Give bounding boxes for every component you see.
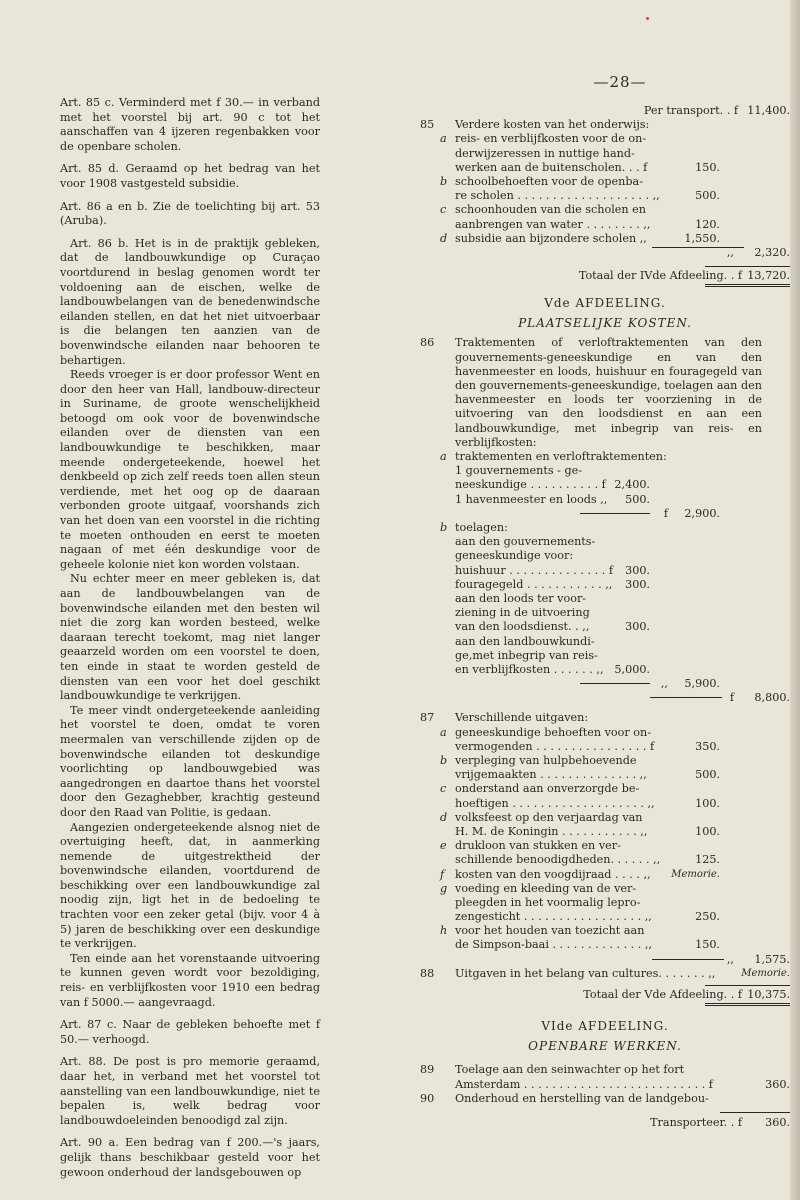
ledger-text: b [440, 174, 448, 188]
ledger-row [420, 189, 790, 203]
ledger-text: 250. [695, 910, 720, 924]
ledger-text: aan den gouvernements- [455, 535, 596, 549]
ledger-text: f [440, 867, 445, 881]
ledger-row [420, 478, 790, 492]
ledger-row [420, 507, 790, 521]
ledger-text: hoeftigen . . . . . . . . . . . . . . . . . . . ,, [455, 796, 655, 810]
ledger-text: h [440, 924, 448, 938]
ledger-text: g [440, 881, 448, 895]
ledger-text: Memorie. [671, 868, 720, 880]
ledger-text: huishuur . . . . . . . . . . . . . . f [455, 563, 613, 577]
sum-rule [652, 959, 724, 960]
ledger-text: 90 [420, 1091, 435, 1105]
ledger-text: Verschillende uitgaven: [455, 711, 589, 725]
ledger-text: Toelage aan den seinwachter op het fort [455, 1063, 685, 1077]
ledger-text: 125. [695, 853, 720, 867]
ledger-text: zengesticht . . . . . . . . . . . . . . . . . ,, [455, 910, 652, 924]
note-paragraph: Ten einde aan het vorenstaande uitvoering te kunnen geven wordt voor bezoldiging, reis- en verblijfkosten voor 1910 een bedrag van f 5000.— aangevraagd. [60, 951, 320, 1009]
ledger-text: 1 gouvernements - ge- [455, 464, 583, 478]
ledger-text: 85 [420, 118, 435, 132]
sum-rule [650, 697, 722, 698]
left-column [60, 96, 320, 1188]
note-art85d: Art. 85 d. Geraamd op het bedrag van het voor 1908 vastgesteld subsidie. [60, 162, 320, 190]
note-art86ab: Art. 86 a en b. Zie de toelichting bij art. 53 (Aruba). [60, 199, 320, 228]
ledger-text: kosten van den voogdijraad . . . . ,, [455, 867, 651, 881]
ledger-row [420, 740, 790, 754]
binding-edge [790, 0, 800, 1200]
transporteer-row [420, 1110, 790, 1128]
ledger-row [420, 938, 790, 952]
ledger-text: Totaal der Vde Afdeeling. . f [583, 988, 742, 1002]
ledger-text: 5,900. [684, 677, 720, 691]
ledger-text: fouragegeld . . . . . . . . . . . ,, [455, 577, 613, 591]
ledger-row [420, 606, 790, 620]
ledger-text: aan den landbouwkundi- [455, 634, 595, 648]
ledger-text: 1,575. [754, 952, 790, 966]
ledger-text: 1 havenmeester en loods ,, [455, 492, 608, 506]
ledger-row [420, 910, 790, 924]
ledger-text: 11,400. [747, 104, 790, 117]
ledger-row [420, 677, 790, 691]
ledger-row [420, 754, 790, 768]
sum-rule [705, 286, 790, 287]
ledger-text: 89 [420, 1063, 435, 1077]
ledger-row [420, 768, 790, 782]
ledger-text: aan den loods ter voor- [455, 591, 587, 605]
ledger-text: schoonhouden van die scholen en [455, 203, 646, 217]
total-afdeeling-5 [420, 983, 790, 1001]
ledger-row [420, 232, 790, 246]
ledger-text: 120. [695, 217, 720, 231]
ledger-row [420, 1078, 790, 1092]
ledger-text: ,, [726, 245, 734, 259]
total-afdeeling-4 [420, 264, 790, 282]
ledger-text: e [440, 839, 447, 853]
ledger-text: 500. [625, 492, 650, 506]
ledger-row [420, 592, 790, 606]
ledger-text: Verdere kosten van het onderwijs: [455, 118, 650, 132]
ledger-text: Traktementen of verloftraktementen van den gouvernements-geneeskundige en van den havenmeester en loods, huishuur en fouragegeld van den gouvernements-geneeskundige, toelagen aan den havenmeester en loods ter voorziening in de uitvoering van den loodsdienst en aan een landbouwkundige, met inbegrip van reis- en verblijfkosten: [455, 336, 762, 449]
ledger-row [420, 535, 790, 549]
ledger-text: 2,400. [614, 478, 650, 492]
ledger-text: f [663, 506, 668, 520]
ledger-text: reis- en verblijfkosten voor de on- [455, 132, 647, 146]
ledger-text: pleegden in het voormalig lepro- [455, 895, 641, 909]
ledger-row [420, 493, 790, 507]
ledger-text: en verblijfkosten . . . . . . ,, [455, 662, 604, 676]
sum-rule [705, 284, 790, 285]
ledger-row [420, 726, 790, 740]
sum-rule [705, 985, 790, 986]
note-art88: Art. 88. De post is pro memorie geraamd, daar het, in verband met het voorstel tot aanstelling van een landbouwkundige, niet te bepalen is, welk bedrag voor landbouwdoeleinden benoodigd zal zijn. [60, 1055, 320, 1127]
ledger-text: a [440, 450, 447, 464]
ledger-row [420, 691, 790, 705]
art85-sum [420, 246, 790, 260]
right-column [420, 104, 790, 1128]
art86-intro [420, 336, 790, 450]
note-paragraph: Aangezien ondergeteekende alsnog niet de overtuiging heeft, dat, in aanmerking nemende de uitgestrektheid der bovenwindsche eilanden, voortdurend de beschikking over een landbouwkundige zal noodig zijn, ligt het in de bedoeling te trachten voor een zeker getal (bijv. voor 4 à 5) jaren de beschikking over een deskundige te verkrijgen. [60, 820, 320, 951]
note-art90a: Art. 90 a. Een bedrag van f 200.—'s jaars, gelijk thans beschikbaar gesteld voor het gewoon onderhoud der landsgebouwen op [60, 1136, 320, 1179]
page-number: —28— [593, 73, 647, 91]
ledger-text: 500. [695, 768, 720, 782]
ledger-text: a [440, 132, 447, 146]
ledger-row [420, 132, 790, 146]
ledger-text: 360. [765, 1077, 790, 1091]
ledger-text: 13,720. [747, 269, 790, 283]
note-art85c: Art. 85 c. Verminderd met f 30.— in verband met het voorstel bij art. 90 c tot het aanschaffen van 4 ijzeren regenbakken voor de openbare scholen. [60, 96, 320, 153]
ledger-row [420, 782, 790, 796]
ledger-row [420, 161, 790, 175]
ledger-row [420, 811, 790, 825]
ledger-row [420, 147, 790, 161]
sum-rule [705, 266, 790, 267]
ledger-text: aanbrengen van water . . . . . . . . ,, [455, 217, 651, 231]
sum-rule [705, 1003, 790, 1004]
ledger-text: 2,320. [754, 245, 790, 259]
ledger-text: 1,550. [684, 231, 720, 245]
section-6-title: VIde AFDEELING. [541, 1019, 669, 1034]
ledger-text: traktementen en verloftraktementen: [455, 450, 667, 464]
ledger-row [420, 521, 790, 535]
ledger-text: Transporteer. . f [650, 1116, 742, 1129]
per-transport-row [420, 104, 790, 118]
ledger-row [420, 967, 790, 981]
art85-title [420, 118, 790, 132]
ledger-text: c [440, 782, 447, 796]
ledger-text: werken aan de buitenscholen. . . f [455, 160, 648, 174]
sum-rule [705, 1005, 790, 1006]
ledger-text: ,, [660, 677, 668, 691]
ledger-row [420, 1063, 790, 1077]
ledger-text: 87 [420, 711, 435, 725]
ledger-text: toelagen: [455, 521, 508, 535]
ledger-text: Totaal der IVde Afdeeling. . f [578, 269, 742, 283]
ledger-text: ge,met inbegrip van reis- [455, 648, 598, 662]
ledger-row [420, 1092, 790, 1106]
ledger-text: geneeskundige behoeften voor on- [455, 725, 652, 739]
sum-rule [580, 683, 650, 684]
ledger-text: volksfeest op den verjaardag van [455, 810, 643, 824]
ledger-text: onderstand aan onverzorgde be- [455, 782, 640, 796]
ledger-text: 150. [695, 938, 720, 952]
ledger-text: schillende benoodigdheden. . . . . . ,, [455, 853, 661, 867]
ledger-text: 86 [420, 336, 435, 350]
ledger-row [420, 924, 790, 938]
ledger-row [420, 635, 790, 649]
ledger-text: 5,000. [614, 662, 650, 676]
ledger-text: 2,900. [684, 506, 720, 520]
ledger-text: c [440, 203, 447, 217]
ledger-text: 100. [695, 796, 720, 810]
ledger-text: ,, [726, 952, 734, 966]
ledger-text: 88 [420, 966, 435, 980]
ledger-text: ziening in de uitvoering [455, 606, 590, 620]
note-paragraph: Nu echter meer en meer gebleken is, dat aan de landbouwbelangen van de bovenwindsche eilanden met den besten wil niet die zorg kan worden besteed, welke daaraan terecht toekomt, mag niet langer geaarzeld worden om een voorstel te doen, ten einde in staat te worden gesteld de diensten van een voor het doel geschikt landbouwkundige te verkrijgen. [60, 572, 320, 703]
ledger-row [420, 896, 790, 910]
red-mark [646, 17, 649, 20]
ledger-text: Memorie. [741, 967, 790, 979]
ledger-row [420, 203, 790, 217]
ledger-row [420, 175, 790, 189]
ledger-text: neeskundige . . . . . . . . . . f [455, 478, 606, 492]
ledger-row [420, 450, 790, 464]
ledger-row [420, 218, 790, 232]
ledger-text: van den loodsdienst. . ,, [455, 620, 590, 634]
ledger-text: d [440, 231, 448, 245]
section-6-subtitle: OPENBARE WERKEN. [528, 1039, 682, 1054]
note-art87c: Art. 87 c. Naar de gebleken behoefte met f 50.— verhoogd. [60, 1018, 320, 1046]
ledger-row [420, 549, 790, 563]
ledger-row [420, 853, 790, 867]
ledger-row [420, 464, 790, 478]
ledger-text: d [440, 810, 448, 824]
ledger-text: 300. [625, 577, 650, 591]
ledger-text: Onderhoud en herstelling van de landgebou- [455, 1091, 709, 1105]
ledger-text: 360. [765, 1116, 790, 1129]
ledger-text: 150. [695, 160, 720, 174]
note-paragraph: Te meer vindt ondergeteekende aanleiding het voorstel te doen, omdat te voren meermalen van verschillende zijden op de bovenwindsche eilanden tot deskundige voorlichting op landbouwgebied was aangedrongen en daartoe thans het voorstel door den Gezaghebber, krachtig gesteund door den Raad van Politie, is gedaan. [60, 703, 320, 819]
ledger-text: Amsterdam . . . . . . . . . . . . . . . . . . . . . . . . . . f [455, 1077, 713, 1091]
ledger-text: H. M. de Koningin . . . . . . . . . . . ,, [455, 824, 648, 838]
ledger-row [420, 620, 790, 634]
ledger-text: 8,800. [754, 691, 790, 705]
note-paragraph: Reeds vroeger is er door professor Went en door den heer van Hall, landbouw-directeur in Suriname, de groote wenschelijkheid betoogd om ook voor de bovenwindsche eilanden over de diensten van een landbouwkundige te beschikken, maar meende ondergeteekende, hoewel het denkbeeld op zich zelf reeds toen allen steun verdiende, met het oog op de daaraan verbonden groote uitgaaf, voorshands zich van het doen van een voorstel in die richting te moeten onthouden en eerst te moeten nagaan of met één deskundige voor de geheele kolonie niet kon worden volstaan. [60, 368, 320, 571]
ledger-text: b [440, 521, 448, 535]
section-5-subtitle: PLAATSELIJKE KOSTEN. [518, 316, 692, 331]
ledger-text: 10,375. [747, 988, 790, 1002]
ledger-row [420, 578, 790, 592]
ledger-text: vrijgemaakten . . . . . . . . . . . . . . ,, [455, 768, 647, 782]
ledger-row [420, 797, 790, 811]
ledger-row [420, 825, 790, 839]
ledger-row [420, 649, 790, 663]
ledger-row [420, 882, 790, 896]
ledger-text: 350. [695, 739, 720, 753]
ledger-text: Uitgaven in het belang van cultures. . . . . . . ,, [455, 966, 716, 980]
ledger-row [420, 839, 790, 853]
ledger-text: voor het houden van toezicht aan [455, 924, 645, 938]
ledger-text: vermogenden . . . . . . . . . . . . . . . . f [455, 739, 655, 753]
ledger-text: f [729, 691, 734, 705]
note-art86b: Art. 86 b. Het is in de praktijk gebleken, dat de landbouwkundige op Curaçao voortdurend in beslag genomen wordt ter voldoening aan de eischen, welke de landbouwbelangen van de benedenwindsche eilanden stellen, en dat het niet uitvoerbaar is die belangen ten aanzien van de bovenwindsche eilanden naar behooren te behartigen. [60, 236, 320, 367]
ledger-text: subsidie aan bijzondere scholen ,, [455, 231, 647, 245]
ledger-text: 300. [625, 620, 650, 634]
ledger-row [420, 868, 790, 882]
ledger-row [420, 564, 790, 578]
ledger-text: voeding en kleeding van de ver- [455, 881, 637, 895]
ledger-text: de Simpson-baai . . . . . . . . . . . . . ,, [455, 938, 653, 952]
ledger-text: 100. [695, 824, 720, 838]
ledger-text: Per transport. . f [643, 104, 738, 117]
section-5-title: Vde AFDEELING. [544, 296, 666, 311]
ledger-text: geneeskundige voor: [455, 549, 574, 563]
ledger-text: a [440, 725, 447, 739]
ledger-text: 500. [695, 189, 720, 203]
ledger-text: b [440, 754, 448, 768]
ledger-text: verpleging van hulpbehoevende [455, 754, 637, 768]
sum-rule [720, 1112, 790, 1113]
sum-rule [580, 513, 650, 514]
ledger-text: derwijzeressen in nuttige hand- [455, 146, 635, 160]
ledger-row [420, 663, 790, 677]
ledger-text: schoolbehoeften voor de openba- [455, 174, 643, 188]
ledger-text: 300. [625, 563, 650, 577]
ledger-text: drukloon van stukken en ver- [455, 839, 621, 853]
ledger-row [420, 953, 790, 967]
ledger-text: re scholen . . . . . . . . . . . . . . . . . . . ,, [455, 189, 660, 203]
ledger-row [420, 711, 790, 725]
